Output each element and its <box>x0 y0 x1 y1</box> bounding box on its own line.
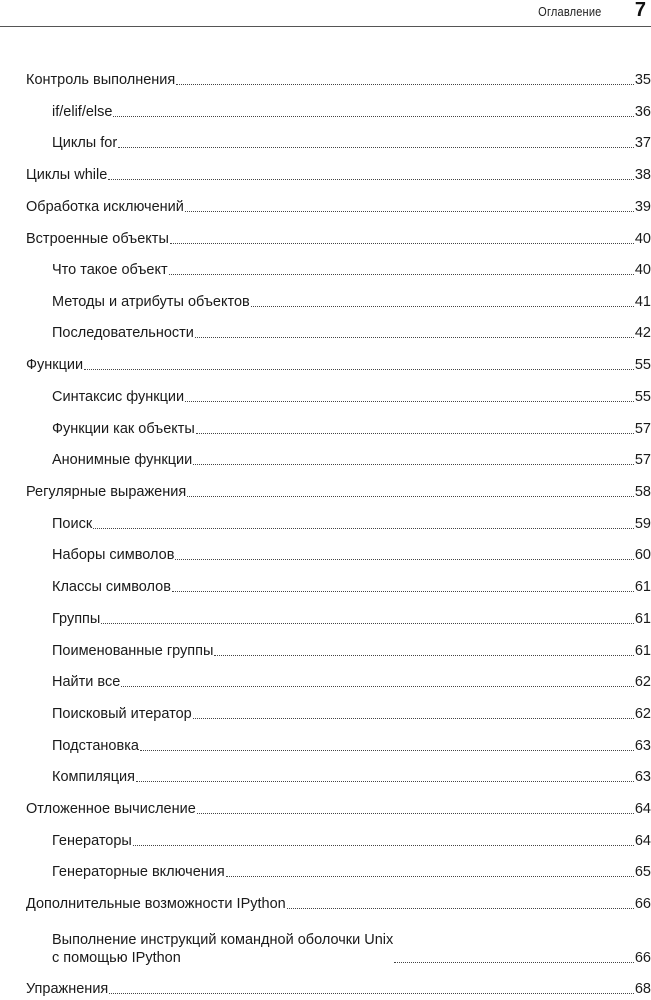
toc-entry-title: Генераторные включения <box>52 864 225 880</box>
toc-entry <box>52 667 651 691</box>
toc-entry <box>52 128 651 152</box>
toc-entry-title: Компиляция <box>52 769 135 785</box>
toc-entry-title: Подстановка <box>52 738 139 754</box>
toc-entry-title: Контроль выполнения <box>26 72 176 88</box>
toc-entry-title: Поименованные группы <box>52 643 214 659</box>
dot-leader <box>109 993 634 994</box>
toc-entry-title-line2: с помощью IPython <box>52 950 181 966</box>
dot-leader <box>193 718 634 719</box>
toc-entry <box>26 477 651 501</box>
dot-leader <box>84 369 634 370</box>
toc-entry-page: 66 <box>634 950 651 966</box>
dot-leader <box>185 401 634 402</box>
toc-entry <box>52 255 651 279</box>
toc-entry-page: 42 <box>634 325 651 341</box>
dot-leader <box>185 211 634 212</box>
dot-leader <box>170 243 634 244</box>
toc-entry-page: 57 <box>634 421 651 437</box>
toc-entry-page: 66 <box>634 896 651 912</box>
toc-entry-page: 63 <box>634 738 651 754</box>
toc-entry <box>52 540 651 564</box>
toc-entry-page: 62 <box>634 674 651 690</box>
running-header-section-title: Оглавление <box>537 4 601 19</box>
toc-entry <box>52 762 651 786</box>
running-header <box>0 0 651 27</box>
toc-entry-title: Отложенное вычисление <box>26 801 196 817</box>
dot-leader <box>140 750 634 751</box>
toc-entry-page: 36 <box>634 104 651 120</box>
dot-leader <box>251 306 634 307</box>
toc-entry-title <box>52 931 393 967</box>
toc-entry-page: 38 <box>634 167 651 183</box>
toc-entry-page: 61 <box>634 579 651 595</box>
toc-entry-title: Классы символов <box>52 579 171 595</box>
toc-entry-title: Регулярные выражения <box>26 484 187 500</box>
dot-leader <box>394 962 634 963</box>
toc-entry-title: Методы и атрибуты объектов <box>52 294 250 310</box>
toc-entry-title: Поисковый итератор <box>52 706 192 722</box>
dot-leader <box>172 591 634 592</box>
toc-entry <box>52 287 651 311</box>
toc-entry-page: 60 <box>634 547 651 563</box>
toc-entry <box>52 97 651 121</box>
toc-entry-title-line1: Выполнение инструкций командной оболочки Unix <box>52 932 394 948</box>
toc-entry-page: 57 <box>634 452 651 468</box>
dot-leader <box>93 528 634 529</box>
toc-entry-title: Циклы while <box>26 167 108 183</box>
toc-entry-title: Генераторы <box>52 833 132 849</box>
toc-entry <box>52 857 651 881</box>
dot-leader <box>118 147 634 148</box>
toc-entry-title: if/elif/else <box>52 104 113 120</box>
toc-entry <box>52 699 651 723</box>
toc-entry-page: 58 <box>634 484 651 500</box>
toc-entry-page: 64 <box>634 801 651 817</box>
toc-entry-title: Анонимные функции <box>52 452 193 468</box>
dot-leader <box>193 464 634 465</box>
toc-entry-page: 40 <box>634 262 651 278</box>
toc-entry-page: 35 <box>634 72 651 88</box>
dot-leader <box>187 496 634 497</box>
toc-entry-title: Группы <box>52 611 101 627</box>
toc-entry-title: Функции <box>26 357 84 373</box>
dot-leader <box>169 274 634 275</box>
dot-leader <box>121 686 634 687</box>
toc-entry <box>52 731 651 755</box>
toc-entry-page: 65 <box>634 864 651 880</box>
toc-entry-page: 55 <box>634 357 651 373</box>
toc-entry-page: 40 <box>634 231 651 247</box>
dot-leader <box>176 84 634 85</box>
toc-entry-page: 55 <box>634 389 651 405</box>
toc-entry <box>26 974 651 998</box>
dot-leader <box>197 813 634 814</box>
toc-entry-title: Обработка исключений <box>26 199 184 215</box>
toc-entry <box>52 636 651 660</box>
toc-entry-page: 59 <box>634 516 651 532</box>
dot-leader <box>226 876 634 877</box>
toc-entry-title: Упражнения <box>26 981 109 997</box>
dot-leader <box>108 179 634 180</box>
toc-entry-page: 41 <box>634 294 651 310</box>
toc-entry <box>52 414 651 438</box>
toc-entry-title: Найти все <box>52 674 121 690</box>
toc-entry-page: 62 <box>634 706 651 722</box>
dot-leader <box>175 559 633 560</box>
toc-entry-page: 61 <box>634 643 651 659</box>
toc-entry-title: Дополнительные возможности IPython <box>26 896 286 912</box>
dot-leader <box>136 781 634 782</box>
dot-leader <box>113 116 633 117</box>
toc-entry-page: 68 <box>634 981 651 997</box>
toc-entry <box>26 889 651 913</box>
dot-leader <box>287 908 634 909</box>
toc-entry-title: Последовательности <box>52 325 194 341</box>
toc-entry <box>52 826 651 850</box>
toc-entry-title: Наборы символов <box>52 547 175 563</box>
toc-entry <box>52 572 651 596</box>
toc-entry <box>52 445 651 469</box>
toc-entry-page: 37 <box>634 135 651 151</box>
toc-entry-title: Функции как объекты <box>52 421 195 437</box>
toc-entry-title: Встроенные объекты <box>26 231 169 247</box>
toc-entry-title: Синтаксис функции <box>52 389 185 405</box>
toc-entry-page: 61 <box>634 611 651 627</box>
dot-leader <box>133 845 634 846</box>
toc-entry-title: Что такое объект <box>52 262 168 278</box>
dot-leader <box>195 337 634 338</box>
toc-entry <box>26 65 651 89</box>
toc-entry-title: Циклы for <box>52 135 118 151</box>
toc-entry <box>26 350 651 374</box>
toc-entry <box>26 160 651 184</box>
toc-entry <box>52 382 651 406</box>
dot-leader <box>196 433 634 434</box>
toc-entry <box>52 604 651 628</box>
dot-leader <box>214 655 633 656</box>
dot-leader <box>101 623 634 624</box>
toc-entry <box>26 224 651 248</box>
toc-entry-page: 39 <box>634 199 651 215</box>
toc-entry-title: Поиск <box>52 516 93 532</box>
toc-entry-multiline <box>52 923 651 967</box>
toc-entry <box>52 509 651 533</box>
toc-entry-page: 63 <box>634 769 651 785</box>
toc-entry <box>52 318 651 342</box>
toc-entry-page: 64 <box>634 833 651 849</box>
toc-entry <box>26 192 651 216</box>
page-number: 7 <box>634 0 646 21</box>
toc-entry <box>26 794 651 818</box>
